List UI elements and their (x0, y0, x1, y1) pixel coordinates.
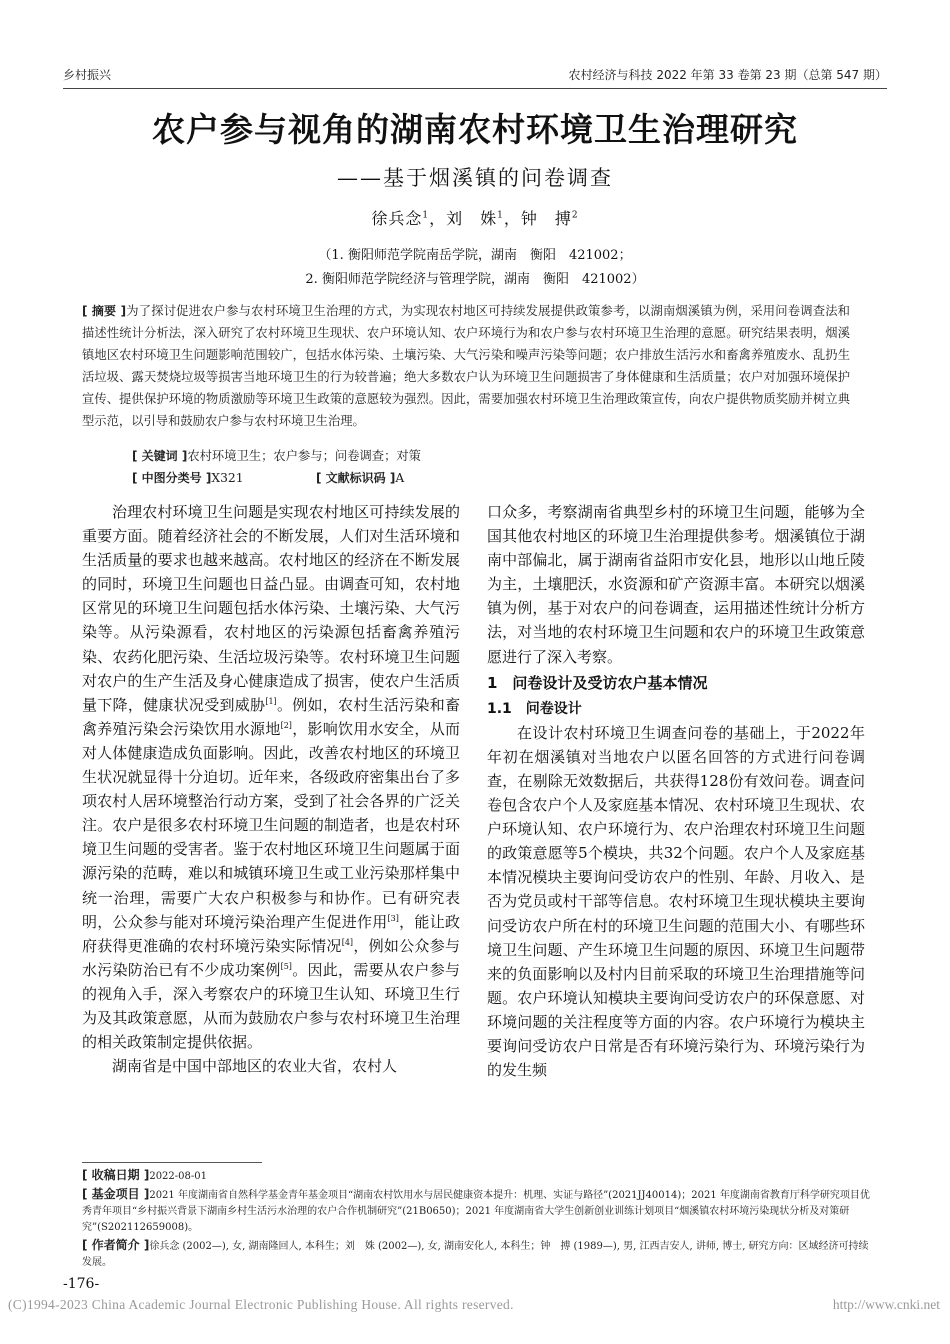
citation-ref[interactable]: [4] (341, 937, 354, 947)
document-code (316, 469, 404, 486)
author-name: 刘 姝 (446, 209, 498, 228)
abstract-label: [ 摘要 ] (82, 304, 127, 318)
author-affil-mark: 1 (497, 210, 504, 221)
author-affil-mark: 1 (422, 210, 430, 221)
keywords-label: [ 关键词 ] (132, 449, 188, 463)
keywords-text: 农村环境卫生；农户参与；问卷调查；对策 (187, 449, 421, 463)
body-paragraph: 在设计农村环境卫生调查问卷的基础上，于2022年年初在烟溪镇对当地农户以匿名回答的方式进行问卷调查，在剔除无效数据后，共获得128份有效问卷。调查问卷包含农户个人及家庭基本情况、农村环境卫生现状、农户环境认知、农户环境行为、农户治理农村环境卫生问题的政策意愿等5个模块，共32个问题。农户个人及家庭基本情况模块主要询问受访农户的性别、年龄、月收入、是否为党员或村干部等信息。农村环境卫生现状模块主要询问受访农户所在村的环境卫生问题的范围大小、有哪些环境卫生问题、产生环境卫生问题的原因、环境卫生问题带来的负面影响以及村内目前采取的环境卫生治理措施等问题。农户环境认知模块主要询问受访农户的环保意愿、对环境问题的关注程度等方面的内容。农户环境行为模块主要询问受访农户日常是否有环境污染行为、环境污染行为的发生频 (487, 723, 865, 1080)
citation-ref[interactable]: [2] (280, 720, 292, 730)
running-header-journal: 农村经济与科技 2022 年第 33 卷第 23 期（总第 547 期） (568, 68, 887, 82)
author-affil-mark: 2 (571, 210, 579, 221)
citation-ref[interactable]: [5] (280, 961, 292, 971)
footnote-rule (82, 1162, 262, 1163)
affiliation-line: （1. 衡阳师范学院南岳学院，湖南 衡阳 421002； (318, 248, 632, 263)
paper-title: 农户参与视角的湖南农村环境卫生治理研究 (152, 110, 798, 149)
body-column-left (82, 500, 460, 1078)
running-header-section: 乡村振兴 (63, 68, 112, 82)
footnote-received: [ 收稿日期 ]2022-08-01 (82, 1168, 207, 1182)
website-link[interactable]: http://www.cnki.net (832, 1297, 940, 1312)
doc-code-value: A (395, 471, 405, 485)
footnote-author-bio: [ 作者简介 ]徐兵念 (2002—), 女, 湖南隆回人, 本科生；刘 姝 (2002—), 女, 湖南安化人, 本科生；钟 搏 (1989—), 男, 江西吉安人, 讲师, 博士, 研究方向：区域经济可持续发展。 (82, 1238, 869, 1268)
section-heading: 1 问卷设计及受访农户基本情况 (487, 673, 708, 692)
header-rule (63, 88, 887, 89)
page-number: -176- (63, 1276, 100, 1292)
body-paragraph: 治理农村环境卫生问题是实现农村地区可持续发展的重要方面。随着经济社会的不断发展，人们对生活环境和生活质量的要求也越来越高。农村地区的经济在不断发展的同时，环境卫生问题也日益凸显。由调查可知，农村地区常见的环境卫生问题包括水体污染、土壤污染、大气污染等。从污染源看，农村地区的污染源包括畜禽养殖污染、农药化肥污染、生活垃圾污染等。农村环境卫生问题对农户的生产生活及身心健康造成了损害，使农户生活质量下降，健康状况受到威胁[1]。例如，农村生活污染和畜禽养殖污染会污染饮用水源地[2]，影响饮用水安全，从而对人体健康造成负面影响。因此，改善农村地区的环境卫生状况就显得十分迫切。近年来，各级政府密集出台了多项农村人居环境整治行动方案，受到了社会各界的广泛关注。农户是很多农村环境卫生问题的制造者，也是农村环境卫生问题的受害者。鉴于农村地区环境卫生问题属于面源污染的范畴，难以和城镇环境卫生或工业污染那样集中统一治理，需要广大农户积极参与和协作。已有研究表明，公众参与能对环境污染治理产生促进作用[3]，能让政府获得更准确的农村环境污染实际情况[4]，例如公众参与水污染防治已有不少成功案例[5]。因此，需要从农户参与的视角入手，深入考察农户的环境卫生认知、环境卫生行为及其政策意愿，从而为鼓励农户参与农村环境卫生治理的相关政策制定提供依据。 (82, 503, 460, 1052)
clc-label: [ 中图分类号 ] (132, 471, 212, 485)
footnotes (82, 1167, 872, 1272)
paper-subtitle: ——基于烟溪镇的问卷调查 (337, 166, 613, 190)
citation-ref[interactable]: [1] (265, 696, 277, 706)
doc-code-label: [ 文献标识码 ] (316, 471, 396, 485)
author-name: 徐兵念 (371, 209, 423, 228)
citation-ref[interactable]: [3] (387, 913, 399, 923)
footnote-funding: [ 基金项目 ]2021 年度湖南省自然科学基金青年基金项目“湖南农村饮用水与居民健康资本提升：机理、实证与路径”(2021JJ40014)；2021 年度湖南省教育厅科学研究项目优秀青年项目“乡村振兴背景下湖南乡村生活污水治理的农户合作机制研究”(21B0650)；2021 年度湖南省大学生创新创业训练计划项目“烟溪镇农村环境污染现状分析及对策研究”(S202112659008)。 (82, 1187, 870, 1233)
body-paragraph: 口众多，考察湖南省典型乡村的环境卫生问题，能够为全国其他农村地区的环境卫生治理提供参考。烟溪镇位于湖南中部偏北，属于湖南省益阳市安化县，地形以山地丘陵为主，土壤肥沃，水资源和矿产资源丰富。本研究以烟溪镇为例，基于对农户的问卷调查，运用描述性统计分析方法，对当地的农村环境卫生问题和农户的环境卫生政策意愿进行了深入考察。 (487, 503, 865, 666)
abstract (82, 300, 850, 432)
author-list: 徐兵念$^1$，刘 姝$^1$，钟 搏$^2$ (371, 209, 579, 228)
clc-number (132, 469, 244, 486)
keywords (132, 446, 421, 464)
body-column-right (487, 500, 865, 1082)
abstract-text: 为了探讨促进农户参与农村环境卫生治理的方式，为实现农村地区可持续发展提供政策参考，以湖南烟溪镇为例，采用问卷调查法和描述性统计分析法，深入研究了农村环境卫生现状、农户环境认知、农户环境行为和农户参与农村环境卫生治理的意愿。研究结果表明，烟溪镇地区农村环境卫生问题影响范围较广，包括水体污染、土壤污染、大气污染和噪声污染等问题；农户排放生活污水和畜禽养殖废水、乱扔生活垃圾、露天焚烧垃圾等损害当地环境卫生的行为较普遍；绝大多数农户认为环境卫生问题损害了身体健康和生活质量；农户对加强环境保护宣传、提供保护环境的物质激励等环境卫生政策的意愿较为强烈。因此，需要加强农村环境卫生治理政策宣传，向农户提供物质奖励并树立典型示范，以引导和鼓励农户参与农村环境卫生治理。 (82, 304, 850, 428)
affiliation-line: 2. 衡阳师范学院经济与管理学院，湖南 衡阳 421002） (305, 272, 645, 287)
subsection-heading: 1.1 问卷设计 (487, 700, 582, 717)
clc-value: X321 (211, 471, 244, 485)
copyright-watermark: (C)1994-2023 China Academic Journal Electronic Publishing House. All rights reserved. (8, 1297, 514, 1312)
author-name: 钟 搏 (520, 209, 572, 228)
body-paragraph: 湖南省是中国中部地区的农业大省，农村人 (112, 1057, 398, 1076)
